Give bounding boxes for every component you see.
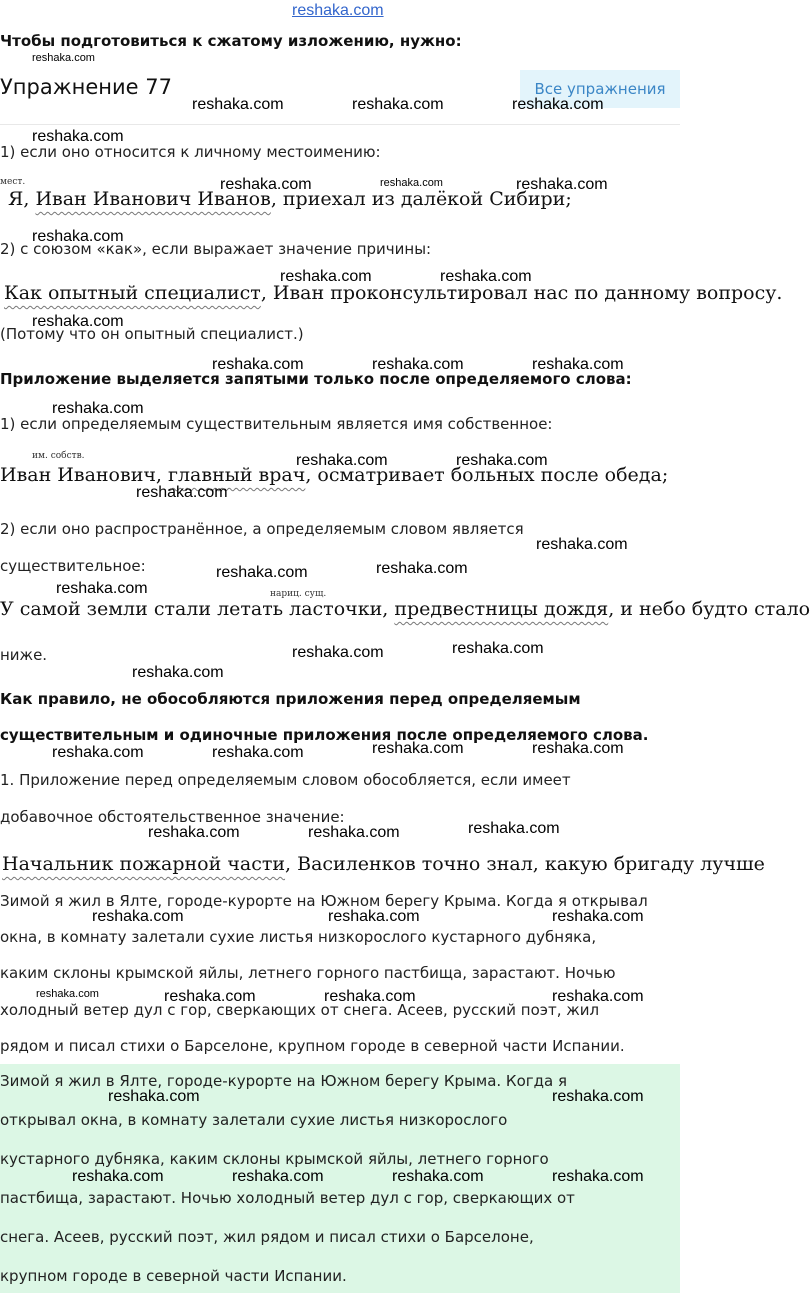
watermark: reshaka.com <box>32 228 124 245</box>
watermark: reshaka.com <box>452 640 544 657</box>
rule-line: 2) с союзом «как», если выражает значение причины: <box>0 240 432 258</box>
watermark: reshaka.com <box>72 1168 164 1185</box>
answer-line: Зимой я жил в Ялте, городе-курорте на Южном берегу Крыма. Когда я <box>0 1072 567 1090</box>
text-line: холодный ветер дул с гор, сверкающих от снега. Асеев, русский поэт, жил <box>0 1001 600 1019</box>
answer-line: снега. Асеев, русский поэт, жил рядом и писал стихи о Барселоне, <box>0 1228 534 1246</box>
watermark: reshaka.com <box>32 52 95 64</box>
annotation-proper: им. собств. <box>32 451 85 461</box>
watermark: reshaka.com <box>352 96 444 113</box>
example-2 <box>4 282 782 304</box>
example-comma: , <box>23 188 30 210</box>
example-appositive: главный врач <box>168 464 306 486</box>
rule-line: (Потому что он опытный специалист.) <box>0 325 304 343</box>
watermark: reshaka.com <box>324 988 416 1005</box>
example-rest: , осматривает больных после обеда; <box>305 464 669 486</box>
example-word: Иван Иванович, <box>0 464 162 486</box>
text-line: Зимой я жил в Ялте, городе-курорте на Южном берегу Крыма. Когда я открывал <box>0 892 648 910</box>
answer-line: открывал окна, в комнату залетали сухие листья низкорослого <box>0 1111 508 1129</box>
watermark: reshaka.com <box>92 908 184 925</box>
watermark: reshaka.com <box>372 356 464 373</box>
watermark: reshaka.com <box>108 1088 200 1105</box>
watermark: reshaka.com <box>532 356 624 373</box>
example-rest: , и небо будто стало <box>608 598 810 620</box>
watermark: reshaka.com <box>292 644 384 661</box>
watermark: reshaka.com <box>212 356 304 373</box>
watermark: reshaka.com <box>532 740 624 757</box>
watermark: reshaka.com <box>376 560 468 577</box>
watermark: reshaka.com <box>220 176 312 193</box>
rule-line: существительное: <box>0 557 146 575</box>
watermark: reshaka.com <box>192 96 284 113</box>
watermark: reshaka.com <box>536 536 628 553</box>
annotation-common: нариц. сущ. <box>270 589 327 599</box>
watermark: reshaka.com <box>32 313 124 330</box>
watermark: reshaka.com <box>512 96 604 113</box>
watermark: reshaka.com <box>52 744 144 761</box>
watermark: reshaka.com <box>232 1168 324 1185</box>
watermark: reshaka.com <box>280 268 372 285</box>
intro-text: Чтобы подготовиться к сжатому изложению, нужно: <box>0 32 462 50</box>
watermark: reshaka.com <box>328 908 420 925</box>
watermark: reshaka.com <box>372 740 464 757</box>
watermark: reshaka.com <box>552 908 644 925</box>
text-line: каким склоны крымской яйлы, летнего горного пастбища, зарастают. Ночью <box>0 964 616 982</box>
rule-line: 1. Приложение перед определяемым словом обособляется, если имеет <box>0 771 571 789</box>
example-rest: , Иван проконсультировал нас по данному вопросу. <box>260 282 783 304</box>
watermark: reshaka.com <box>308 824 400 841</box>
watermark: reshaka.com <box>216 564 308 581</box>
watermark: reshaka.com <box>440 268 532 285</box>
watermark: reshaka.com <box>56 580 148 597</box>
rule-line: 1) если определяемым существительным является имя собственное: <box>0 415 553 433</box>
watermark: reshaka.com <box>552 1088 644 1105</box>
divider <box>0 124 680 125</box>
text-line: окна, в комнату залетали сухие листья низкорослого кустарного дубняка, <box>0 928 597 946</box>
answer-line: крупном городе в северной части Испании. <box>0 1267 347 1285</box>
example-5 <box>2 853 765 875</box>
rule-line: добавочное обстоятельственное значение: <box>0 808 345 826</box>
example-appositive: Как опытный специалист <box>4 282 261 304</box>
example-rest: , Василенков точно знал, какую бригаду лучше <box>285 853 765 875</box>
section-heading: Как правило, не обособляются приложения перед определяемым <box>0 690 581 708</box>
example-comma: , <box>382 598 389 620</box>
example-rest: , приехал из далёкой Сибири; <box>270 188 572 210</box>
watermark: reshaka.com <box>468 820 560 837</box>
rule-line: 1) если оно относится к личному местоимению: <box>0 143 381 161</box>
page-title: Упражнение 77 <box>0 75 172 99</box>
watermark: reshaka.com <box>212 744 304 761</box>
watermark: reshaka.com <box>552 988 644 1005</box>
annotation-pronoun: мест. <box>0 177 26 187</box>
example-start: У самой земли стали летать <box>0 598 284 620</box>
watermark: reshaka.com <box>32 128 124 145</box>
example-word: ласточки <box>289 598 383 620</box>
text-line: рядом и писал стихи о Барселоне, крупном городе в северной части Испании. <box>0 1037 625 1055</box>
example-word: Я <box>8 188 24 210</box>
all-exercises-button[interactable]: Все упражнения <box>520 70 680 108</box>
section-heading: Приложение выделяется запятыми только после определяемого слова: <box>0 370 632 388</box>
watermark: reshaka.com <box>136 484 228 501</box>
rule-line: ниже. <box>0 646 48 664</box>
example-appositive: Начальник пожарной части <box>2 853 286 875</box>
watermark: reshaka.com <box>392 1168 484 1185</box>
site-link[interactable]: reshaka.com <box>292 2 384 19</box>
example-appositive: Иван Иванович Иванов <box>35 188 271 210</box>
watermark: reshaka.com <box>516 176 608 193</box>
watermark: reshaka.com <box>36 988 99 1000</box>
answer-line: кустарного дубняка, каким склоны крымской яйлы, летнего горного <box>0 1150 549 1168</box>
watermark: reshaka.com <box>132 664 224 681</box>
watermark: reshaka.com <box>296 452 388 469</box>
section-heading: существительным и одиночные приложения после определяемого слова. <box>0 726 649 744</box>
rule-line: 2) если оно распространённое, а определяемым словом является <box>0 520 524 538</box>
example-4 <box>0 598 810 620</box>
watermark: reshaka.com <box>148 824 240 841</box>
watermark: reshaka.com <box>456 452 548 469</box>
example-appositive: предвестницы дождя <box>394 598 609 620</box>
watermark: reshaka.com <box>380 177 443 189</box>
watermark: reshaka.com <box>52 400 144 417</box>
answer-line: пастбища, зарастают. Ночью холодный ветер дул с гор, сверкающих от <box>0 1189 575 1207</box>
watermark: reshaka.com <box>164 988 256 1005</box>
watermark: reshaka.com <box>552 1168 644 1185</box>
